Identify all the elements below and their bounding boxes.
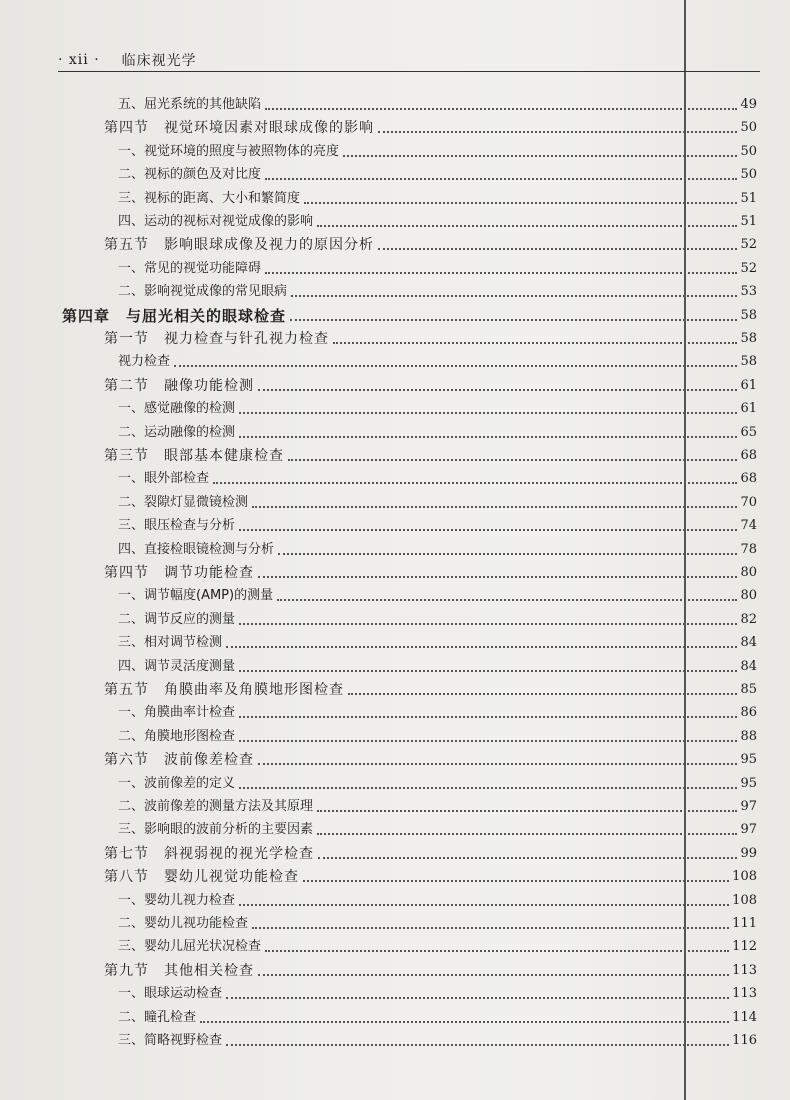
toc-entry-title: 视力检查 xyxy=(118,354,171,370)
dot-leader xyxy=(226,997,729,999)
dot-leader xyxy=(252,506,737,508)
toc-entry-page: 52 xyxy=(740,237,757,253)
toc-section-entry xyxy=(104,560,757,582)
dot-leader xyxy=(200,1021,729,1023)
toc-section-entry xyxy=(104,747,757,769)
dot-leader xyxy=(304,202,737,204)
dot-leader xyxy=(343,155,737,157)
toc-entry-title: 第二节 融像功能检测 xyxy=(104,377,254,394)
toc-entry-page: 99 xyxy=(740,845,757,861)
toc-entry-title: 二、影响视觉成像的常见眼病 xyxy=(118,284,288,300)
toc-entry-title: 四、调节灵活度测量 xyxy=(118,658,236,674)
dot-leader xyxy=(265,950,729,952)
toc-section-entry xyxy=(104,864,757,886)
toc-entry-page: 51 xyxy=(740,214,757,229)
dot-leader xyxy=(303,880,729,882)
toc-entry-page: 113 xyxy=(732,962,757,978)
toc-entry-page: 82 xyxy=(740,611,757,627)
toc-entry-page: 108 xyxy=(732,869,757,885)
dot-leader xyxy=(378,248,737,250)
toc-entry-title: 一、感觉融像的检测 xyxy=(118,401,236,417)
dot-leader xyxy=(239,670,737,672)
toc-subsection-entry xyxy=(118,630,757,652)
toc-entry-page: 95 xyxy=(740,775,757,791)
toc-subsection-entry xyxy=(118,349,757,371)
running-header xyxy=(58,50,197,70)
toc-entry-page: 114 xyxy=(732,1009,757,1025)
toc-entry-page: 78 xyxy=(740,541,757,557)
toc-entry-title: 三、视标的距离、大小和繁简度 xyxy=(118,190,301,206)
dot-leader xyxy=(239,412,737,414)
toc-entry-title: 一、常见的视觉功能障碍 xyxy=(118,260,262,276)
toc-entry-page: 85 xyxy=(740,682,757,697)
dot-leader xyxy=(265,178,737,180)
toc-entry-title: 二、波前像差的测量方法及其原理 xyxy=(118,799,314,814)
toc-entry-title: 二、婴幼儿视功能检查 xyxy=(118,916,249,931)
dot-leader xyxy=(239,787,737,789)
toc-section-entry xyxy=(104,841,757,863)
toc-entry-page: 84 xyxy=(740,658,757,674)
toc-entry-page: 65 xyxy=(740,424,757,440)
dot-leader xyxy=(239,623,737,625)
toc-subsection-entry xyxy=(118,724,757,746)
dot-leader xyxy=(239,716,737,718)
toc-entry-title: 第五节 角膜曲率及角膜地形图检查 xyxy=(104,682,344,698)
toc-entry-page: 68 xyxy=(740,448,757,463)
toc-entry-page: 112 xyxy=(732,939,757,955)
dot-leader xyxy=(348,693,737,695)
toc-entry-title: 一、视觉环境的照度与被照物体的亮度 xyxy=(118,143,340,159)
toc-subsection-entry xyxy=(118,209,757,231)
toc-subsection-entry xyxy=(118,139,757,161)
toc-entry-page: 108 xyxy=(732,892,757,908)
toc-entry-title: 一、眼外部检查 xyxy=(118,471,210,487)
toc-entry-page: 80 xyxy=(740,565,757,580)
toc-entry-title: 三、简略视野检查 xyxy=(118,1033,223,1048)
toc-entry-page: 58 xyxy=(740,307,757,323)
dot-leader xyxy=(239,904,729,906)
toc-subsection-entry xyxy=(118,583,757,605)
toc-entry-page: 84 xyxy=(740,635,757,651)
dot-leader xyxy=(277,599,737,601)
toc-subsection-entry xyxy=(118,420,757,442)
dot-leader xyxy=(318,857,737,859)
dot-leader xyxy=(226,646,737,648)
toc-section-entry xyxy=(104,115,757,137)
dot-leader xyxy=(252,927,729,929)
toc-subsection-entry xyxy=(118,607,757,629)
toc-entry-title: 二、视标的颜色及对比度 xyxy=(118,167,262,183)
toc-entry-page: 70 xyxy=(740,494,757,510)
toc-entry-title: 四、运动的视标对视觉成像的影响 xyxy=(118,214,314,229)
toc-entry-page: 61 xyxy=(740,377,757,393)
toc-subsection-entry xyxy=(118,490,757,512)
toc-subsection-entry xyxy=(118,794,757,816)
dot-leader xyxy=(258,389,737,391)
toc-entry-page: 61 xyxy=(740,401,757,417)
toc-entry-page: 86 xyxy=(740,705,757,721)
toc-entry-page: 95 xyxy=(740,752,757,768)
dot-leader xyxy=(291,295,737,297)
toc-entry-title: 第九节 其他相关检查 xyxy=(104,962,254,979)
toc-entry-page: 58 xyxy=(740,354,757,370)
toc-section-entry xyxy=(104,232,757,254)
toc-subsection-entry xyxy=(118,934,757,956)
toc-entry-title: 五、屈光系统的其他缺陷 xyxy=(118,97,262,112)
toc-subsection-entry xyxy=(118,279,757,301)
toc-entry-title: 第一节 视力检查与针孔视力检查 xyxy=(104,331,329,347)
header-rule xyxy=(58,71,760,72)
toc-entry-title: 一、调节幅度(AMP)的测量 xyxy=(118,588,274,604)
toc-subsection-entry xyxy=(118,1028,757,1050)
dot-leader xyxy=(288,459,737,461)
toc-entry-page: 50 xyxy=(740,143,757,159)
toc-entry-page: 111 xyxy=(732,916,757,931)
toc-section-entry xyxy=(104,373,757,395)
toc-subsection-entry xyxy=(118,396,757,418)
toc-entry-title: 四、直接检眼镜检测与分析 xyxy=(118,541,275,557)
toc-subsection-entry xyxy=(118,1005,757,1027)
toc-entry-page: 88 xyxy=(740,728,757,744)
toc-entry-title: 一、婴幼儿视力检查 xyxy=(118,892,236,908)
dot-leader xyxy=(239,529,737,531)
toc-entry-title: 第七节 斜视弱视的视光学检查 xyxy=(104,845,314,862)
dot-leader xyxy=(258,576,737,578)
toc-entry-page: 97 xyxy=(740,822,757,838)
toc-subsection-entry xyxy=(118,92,757,114)
dot-leader xyxy=(317,833,737,835)
header-page-number: · xii · xyxy=(58,52,100,68)
toc-subsection-entry xyxy=(118,981,757,1003)
dot-leader xyxy=(333,342,737,344)
toc-entry-title: 一、角膜曲率计检查 xyxy=(118,705,236,721)
toc-subsection-entry xyxy=(118,654,757,676)
toc-subsection-entry xyxy=(118,700,757,722)
header-book-title: 临床视光学 xyxy=(121,53,197,69)
dot-leader xyxy=(226,1044,729,1046)
toc-entry-title: 第五节 影响眼球成像及视力的原因分析 xyxy=(104,237,374,254)
toc-entry-page: 58 xyxy=(740,331,757,346)
dot-leader xyxy=(317,225,737,227)
toc-entry-page: 74 xyxy=(740,518,757,534)
toc-entry-title: 二、调节反应的测量 xyxy=(118,611,236,627)
toc-subsection-entry xyxy=(118,537,757,559)
toc-entry-title: 三、影响眼的波前分析的主要因素 xyxy=(118,822,314,838)
toc-entry-page: 116 xyxy=(732,1033,757,1048)
toc-entry-title: 二、瞳孔检查 xyxy=(118,1009,197,1025)
dot-leader xyxy=(317,810,737,812)
toc-entry-title: 第四章 与屈光相关的眼球检查 xyxy=(62,306,287,325)
toc-entry-page: 68 xyxy=(740,471,757,487)
toc-entry-title: 三、眼压检查与分析 xyxy=(118,518,236,534)
toc-entry-title: 二、裂隙灯显微镜检测 xyxy=(118,494,249,510)
toc-entry-page: 97 xyxy=(740,799,757,814)
toc-subsection-entry xyxy=(118,888,757,910)
toc-chapter-entry xyxy=(62,303,757,325)
toc-subsection-entry xyxy=(118,911,757,933)
toc-entry-title: 第四节 调节功能检查 xyxy=(104,565,254,581)
dot-leader xyxy=(265,108,737,110)
toc-entry-title: 三、相对调节检测 xyxy=(118,635,223,651)
toc-subsection-entry xyxy=(118,771,757,793)
dot-leader xyxy=(174,365,737,367)
dot-leader xyxy=(239,436,737,438)
toc-entry-page: 52 xyxy=(740,260,757,276)
toc-entry-title: 第八节 婴幼儿视觉功能检查 xyxy=(104,869,299,886)
toc-entry-page: 80 xyxy=(740,588,757,604)
toc-subsection-entry xyxy=(118,186,757,208)
dot-leader xyxy=(258,763,737,765)
toc-entry-title: 第四节 视觉环境因素对眼球成像的影响 xyxy=(104,120,374,137)
toc-entry-title: 二、运动融像的检测 xyxy=(118,424,236,440)
dot-leader xyxy=(278,553,737,555)
toc-section-entry xyxy=(104,958,757,980)
toc-subsection-entry xyxy=(118,466,757,488)
toc-entry-title: 第六节 波前像差检查 xyxy=(104,752,254,769)
toc-entry-title: 一、眼球运动检查 xyxy=(118,986,223,1002)
toc-section-entry xyxy=(104,443,757,465)
dot-leader xyxy=(239,740,737,742)
toc-entry-page: 113 xyxy=(732,986,757,1002)
toc-section-entry xyxy=(104,326,757,348)
toc-entry-title: 第三节 眼部基本健康检查 xyxy=(104,448,284,464)
toc-entry-title: 三、婴幼儿屈光状况检查 xyxy=(118,939,262,955)
toc-entry-page: 50 xyxy=(740,120,757,136)
toc-entry-title: 二、角膜地形图检查 xyxy=(118,728,236,744)
toc-subsection-entry xyxy=(118,513,757,535)
dot-leader xyxy=(378,131,737,133)
dot-leader xyxy=(213,482,737,484)
toc-entry-page: 49 xyxy=(740,97,757,112)
toc-section-entry xyxy=(104,677,757,699)
toc-subsection-entry xyxy=(118,817,757,839)
toc-subsection-entry xyxy=(118,256,757,278)
toc-entry-page: 53 xyxy=(740,284,757,300)
dot-leader xyxy=(265,272,737,274)
toc-entry-title: 一、波前像差的定义 xyxy=(118,775,236,791)
toc-subsection-entry xyxy=(118,162,757,184)
dot-leader xyxy=(290,319,737,321)
dot-leader xyxy=(258,974,729,976)
toc-entry-page: 50 xyxy=(740,167,757,183)
toc-entry-page: 51 xyxy=(740,190,757,206)
